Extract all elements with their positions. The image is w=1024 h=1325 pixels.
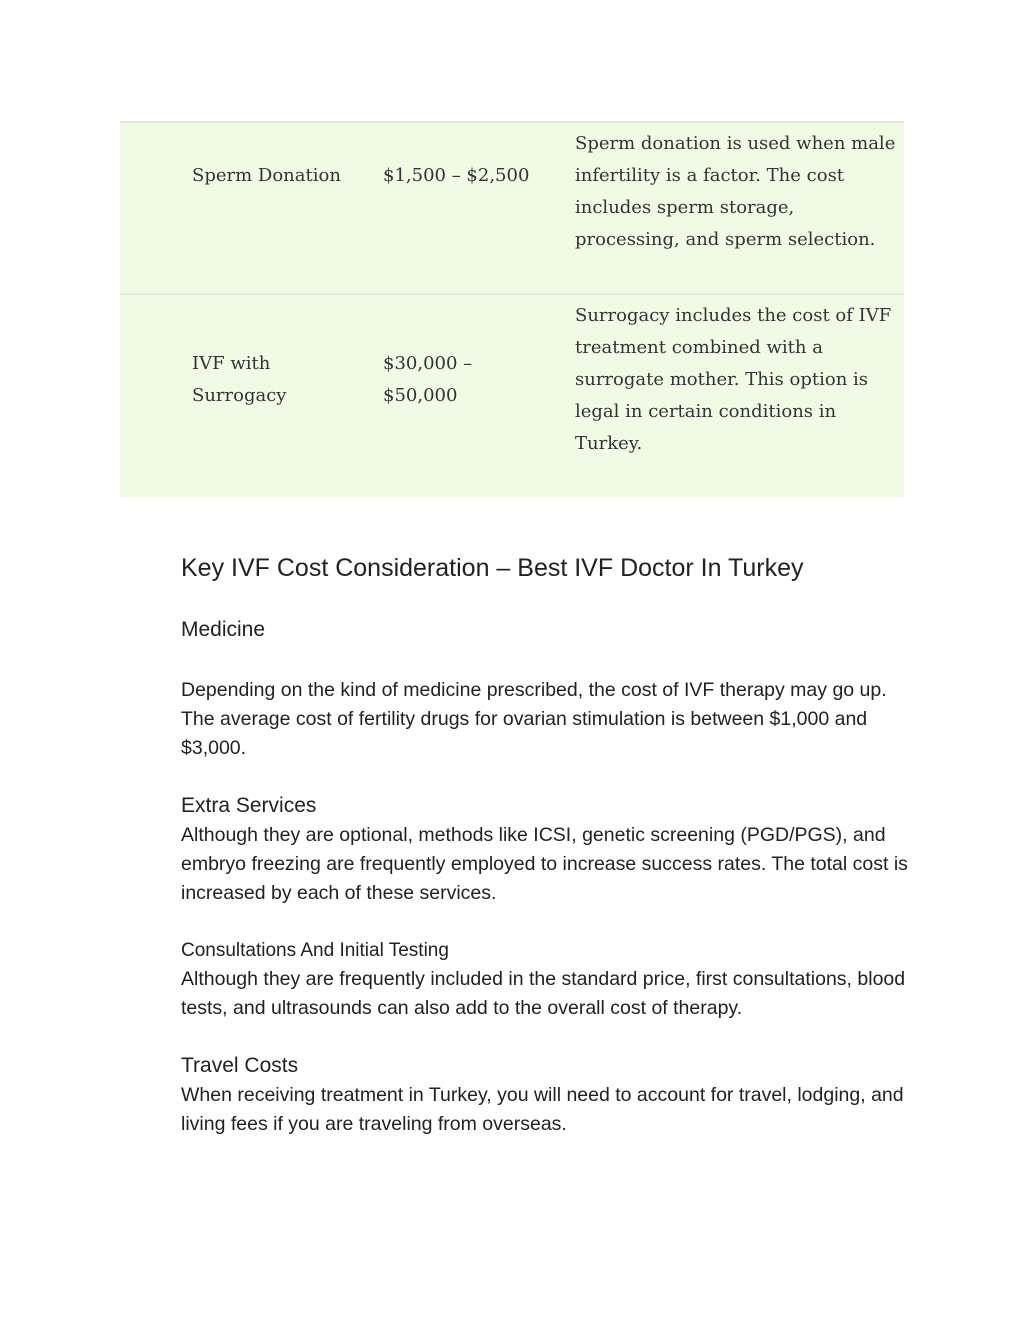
consultations-paragraph: Although they are frequently included in the standard price, first consultations, blood tests, and ultrasounds can also add to the overall cost of therapy. [181, 968, 906, 1019]
description-cell: Surrogacy includes the cost of IVF treatment combined with a surrogate mother. This option is legal in certain conditions in Turkey. [575, 305, 892, 454]
service-cell: IVF with Surrogacy [192, 353, 287, 406]
travel-costs-paragraph: When receiving treatment in Turkey, you will need to account for travel, lodging, and living fees if you are traveling from overseas. [181, 1084, 904, 1135]
consultations-heading: Consultations And Initial Testing [181, 940, 449, 961]
description-cell: Sperm donation is used when male infertility is a factor. The cost includes sperm storage, processing, and sperm selection. [575, 133, 896, 250]
medicine-paragraph: Depending on the kind of medicine prescribed, the cost of IVF therapy may go up. The average cost of fertility drugs for ovarian stimulation is between $1,000 and $3,000. [181, 679, 887, 759]
service-cell: Sperm Donation [192, 165, 341, 186]
section-heading: Key IVF Cost Consideration – Best IVF Doctor In Turkey [181, 554, 804, 582]
article-body [181, 548, 911, 1139]
table-row [120, 295, 904, 497]
cost-cell: $30,000 – $50,000 [383, 353, 473, 406]
extra-services-paragraph: Although they are optional, methods like ICSI, genetic screening (PGD/PGS), and embryo freezing are frequently employed to increase success rates. The total cost is increased by each of these services. [181, 824, 908, 904]
extra-services-heading: Extra Services [181, 794, 317, 817]
cost-cell: $1,500 – $2,500 [383, 165, 530, 186]
table-row [120, 123, 904, 295]
travel-costs-heading: Travel Costs [181, 1054, 299, 1077]
medicine-heading: Medicine [181, 618, 266, 641]
cost-table [120, 121, 904, 497]
